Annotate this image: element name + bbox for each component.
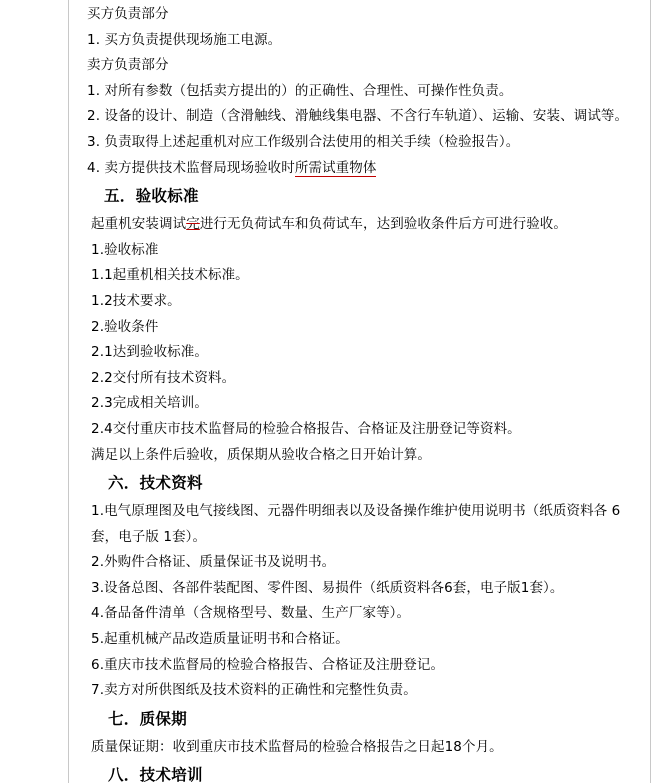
right-margin-rule: [650, 0, 651, 783]
paragraph-with-edit: [78, 212, 643, 238]
paragraph: 3.设备总图、各部件装配图、零件图、易损件（纸质资料各6套，电子版1套）。: [91, 579, 564, 596]
paragraph-text-tail: 进行无负荷试车和负荷试车，达到验收条件后方可进行验收。: [199, 216, 568, 233]
inserted-text: 所需试重物体: [294, 159, 377, 176]
paragraph: 1.电气原理图及电气接线图、元器件明细表以及设备操作维护使用说明书（纸质资料各 6套，电子版 1套）。: [91, 503, 621, 545]
paragraph: 2.4交付重庆市技术监督局的检验合格报告、合格证及注册登记等资料。: [91, 420, 521, 437]
paragraph: 1.2技术要求。: [91, 292, 181, 309]
paragraph: 买方负责部分: [87, 6, 169, 22]
section-heading: 八．技术培训: [108, 766, 203, 783]
paragraph: 1. 对所有参数（包括卖方提出的）的正确性、合理性、可操作性负责。: [87, 82, 513, 99]
paragraph: 2.3完成相关培训。: [91, 395, 208, 412]
paragraph: 5.起重机械产品改造质量证明书和合格证。: [91, 631, 349, 648]
paragraph: 7.卖方对所供图纸及技术资料的正确性和完整性负责。: [91, 682, 417, 699]
paragraph-with-edit: [78, 156, 643, 182]
section-acceptance-standard: [78, 181, 643, 468]
paragraph: 1.1起重机相关技术标准。: [91, 267, 249, 284]
paragraph: 2.2交付所有技术资料。: [91, 369, 236, 386]
paragraph: 4.备品备件清单（含规格型号、数量、生产厂家等）。: [91, 605, 411, 622]
struck-text: 完: [186, 216, 200, 233]
paragraph: 1. 买方负责提供现场施工电源。: [87, 31, 282, 48]
paragraph-text: 4. 卖方提供技术监督局现场验收时: [87, 159, 295, 176]
section-buyer-duties: [78, 2, 643, 181]
paragraph: 1.验收标准: [91, 241, 159, 258]
paragraph: 满足以上条件后验收，质保期从验收合格之日开始计算。: [91, 446, 431, 463]
section-warranty: [78, 704, 643, 761]
section-technical-documents: [78, 468, 643, 704]
paragraph: 2.1达到验收标准。: [91, 344, 208, 361]
paragraph: 卖方负责部分: [87, 57, 169, 74]
paragraph: 6.重庆市技术监督局的检验合格报告、合格证及注册登记。: [91, 656, 445, 673]
paragraph: 3. 负责取得上述起重机对应工作级别合法使用的相关手续（检验报告）。: [87, 133, 520, 150]
left-margin-rule: [68, 0, 69, 783]
section-heading: 六．技术资料: [108, 474, 203, 493]
section-heading: 七．质保期: [108, 709, 188, 728]
paragraph: 质量保证期：收到重庆市技术监督局的检验合格报告之日起18个月。: [91, 738, 503, 755]
paragraph: 2.验收条件: [91, 318, 159, 335]
section-training: [78, 760, 643, 783]
document-body: [78, 0, 643, 783]
section-heading: 五．验收标准: [104, 187, 199, 206]
paragraph-text: 起重机安装调试: [91, 216, 187, 233]
paragraph: 2.外购件合格证、质量保证书及说明书。: [91, 554, 336, 571]
paragraph: 2. 设备的设计、制造（含滑触线、滑触线集电器、不含行车轨道）、运输、安装、调试等。: [87, 108, 629, 125]
